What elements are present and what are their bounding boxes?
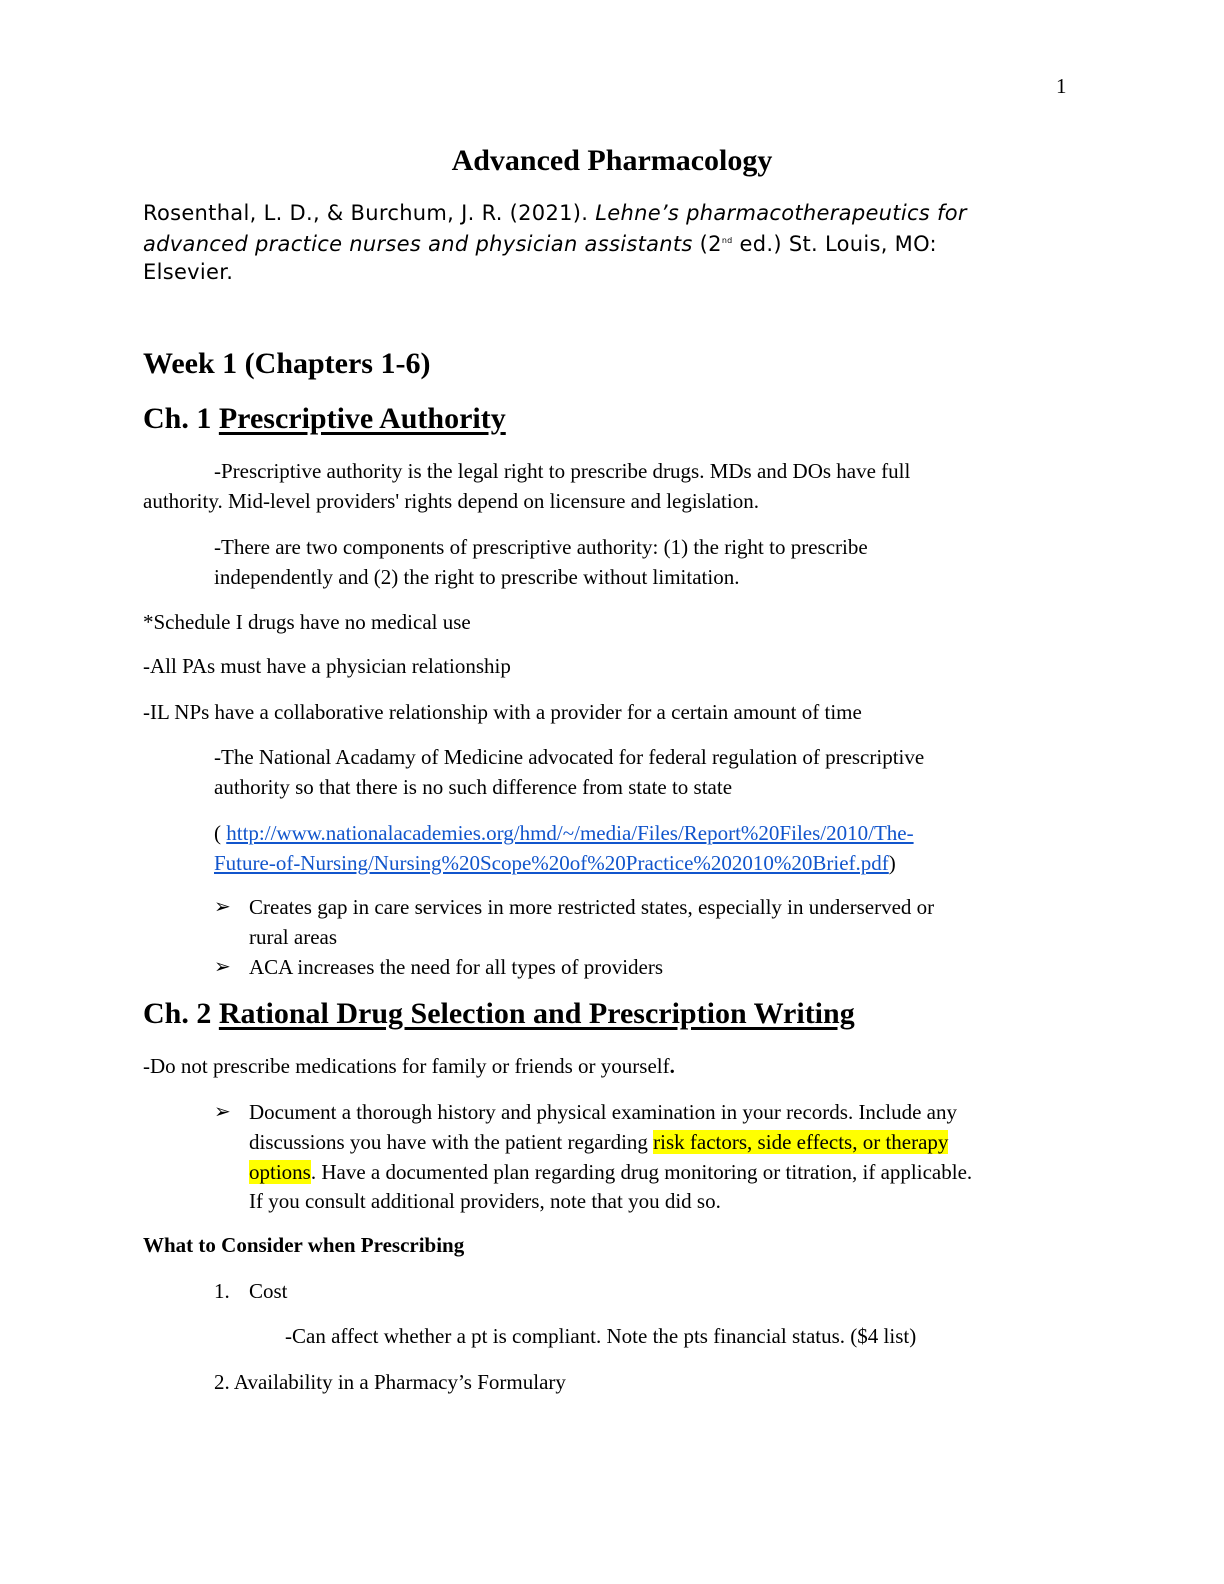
link-close-paren: ) <box>888 851 896 875</box>
ch2-bullet1-line2 <box>249 1127 948 1157</box>
list-item-cost: Cost <box>249 1279 288 1303</box>
ch2-title: Rational Drug Selection and Prescription Writing <box>218 997 855 1030</box>
ch1-paragraph3: *Schedule I drugs have no medical use <box>143 610 471 634</box>
ch1-paragraph2-line1: -There are two components of prescriptive authority: (1) the right to prescribe <box>214 535 868 559</box>
ch1-paragraph6-line2: authority so that there is no such difference from state to state <box>214 775 733 799</box>
reference-link-line2 <box>214 848 896 878</box>
ch2-bullet1-line4: If you consult additional providers, note that you did so. <box>249 1189 721 1213</box>
ch1-bullet2: ACA increases the need for all types of providers <box>249 955 664 979</box>
ch2-paragraph1 <box>143 1051 675 1081</box>
ch2-prefix: Ch. 2 <box>143 997 219 1030</box>
arrow-bullet-icon: ➢ <box>214 896 231 918</box>
citation-authors: Rosenthal, L. D., & Burchum, J. R. (2021). <box>143 201 596 225</box>
list-item-number: 1. <box>214 1279 230 1303</box>
citation-edition-post: ed.) St. Louis, MO: <box>732 232 937 256</box>
ch2-bullet1-line3-text: . Have a documented plan regarding drug monitoring or titration, if applicable. <box>310 1160 973 1184</box>
list-item-cost-note: -Can affect whether a pt is compliant. Note the pts financial status. ($4 list) <box>285 1324 917 1348</box>
page-number: 1 <box>1056 74 1067 98</box>
ch1-paragraph2-line2: independently and (2) the right to prescribe without limitation. <box>214 565 740 589</box>
ch1-bullet1-line1: Creates gap in care services in more restricted states, especially in underserved or <box>249 895 935 919</box>
ch1-bullet1-line2: rural areas <box>249 925 338 949</box>
ch1-paragraph1-line1: -Prescriptive authority is the legal right to prescribe drugs. MDs and DOs have full <box>214 459 911 483</box>
highlighted-text: risk factors, side effects, or therapy <box>653 1130 949 1154</box>
ch1-heading <box>143 402 506 436</box>
consider-heading: What to Consider when Prescribing <box>143 1233 465 1257</box>
ch1-paragraph6-line1: -The National Acadamy of Medicine advocated for federal regulation of prescriptive <box>214 745 925 769</box>
ch1-paragraph5: -IL NPs have a collaborative relationship with a provider for a certain amount of time <box>143 700 862 724</box>
highlighted-text: options <box>249 1160 311 1184</box>
reference-link-part1[interactable]: http://www.nationalacademies.org/hmd/~/media/Files/Report%20Files/2010/The- <box>226 821 914 845</box>
citation-edition-pre: (2 <box>692 232 722 256</box>
arrow-bullet-icon: ➢ <box>214 1101 231 1123</box>
ch2-paragraph1-period: . <box>669 1054 675 1078</box>
citation-edition-sup: nd <box>721 236 733 245</box>
ch2-paragraph1-text: -Do not prescribe medications for family or friends or yourself <box>143 1054 670 1078</box>
week-heading: Week 1 (Chapters 1-6) <box>143 347 431 380</box>
ch2-bullet1-line1: Document a thorough history and physical examination in your records. Include any <box>249 1100 957 1124</box>
ch1-paragraph1-line2: authority. Mid-level providers' rights depend on licensure and legislation. <box>143 489 759 513</box>
reference-link-part2[interactable]: Future-of-Nursing/Nursing%20Scope%20of%20Practice%202010%20Brief.pdf <box>214 851 889 875</box>
list-item-formulary: 2. Availability in a Pharmacy’s Formulary <box>214 1370 566 1394</box>
ch1-title: Prescriptive Authority <box>218 402 506 435</box>
ch2-bullet1-line3 <box>249 1157 972 1187</box>
arrow-bullet-icon: ➢ <box>214 956 231 978</box>
link-open-paren: ( <box>214 821 227 845</box>
citation-publisher: Elsevier. <box>143 260 234 284</box>
citation-title-line2: advanced practice nurses and physician assistants <box>143 232 693 256</box>
ch2-heading <box>143 997 855 1031</box>
document-title: Advanced Pharmacology <box>451 144 773 177</box>
ch1-paragraph4: -All PAs must have a physician relationship <box>143 654 511 678</box>
ch2-bullet1-line2-text: discussions you have with the patient regarding <box>249 1130 654 1154</box>
reference-link-line1 <box>214 818 914 848</box>
ch1-prefix: Ch. 1 <box>143 402 219 435</box>
textbook-citation <box>143 199 1073 286</box>
citation-title-line1: Lehne’s pharmacotherapeutics for <box>595 201 967 225</box>
